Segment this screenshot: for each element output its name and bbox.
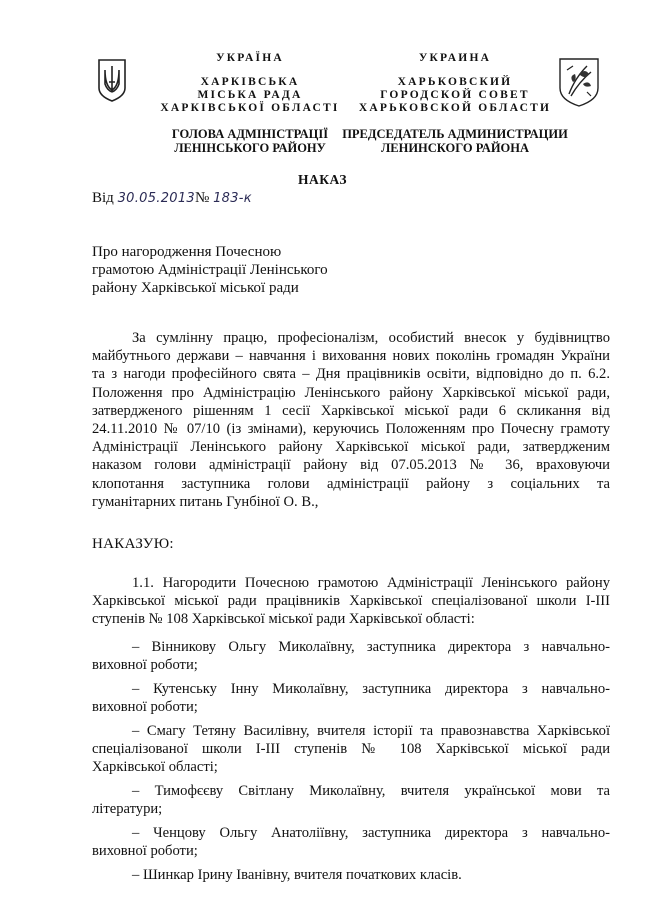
council-ru-line-2: ГОРОДСКОЙ СОВЕТ [380,89,530,101]
awardee-line: – Смагу Тетяну Василівну, вчителя історії та правознавства Харківської [132,723,610,739]
preamble-line: За сумлінну працю, професіоналізм, особистий внесок у будівництво [132,330,610,346]
preamble-line: гуманітарних питань Гунбіної О. В., [92,493,319,510]
subject-line: району Харківської міської ради [92,280,299,296]
country-ru: УКРАИНА [418,52,492,64]
awardee-line: виховної роботи; [92,699,198,715]
awardee-line: Харківської області; [92,759,218,775]
preamble-line: та з нагоди професійного свята – Дня працівників освіти, відповідно до п. 6.2. [92,366,610,383]
office-ua-line-2: ЛЕНІНСЬКОГО РАЙОНУ [174,141,326,155]
council-ua-line-2: МІСЬКА РАДА [197,89,303,101]
date-value: 30.05.2013 [117,191,195,206]
council-ru-line-1: ХАРЬКОВСКИЙ [397,76,513,88]
list-item [92,680,610,716]
office-ua [150,127,350,155]
council-ru-line-3: ХАРЬКОВСКОЙ ОБЛАСТИ [358,102,552,114]
awardee-line: – Кутенську Інну Миколаївну, заступника директора з навчально- [132,681,610,697]
order-date-number [92,190,252,207]
awardee-line: – Шинкар Ірину Іванівну, вчителя початкових класів. [132,867,462,883]
header-ru [340,52,570,155]
list-item [92,824,610,860]
list-item [92,782,610,818]
number-prefix: № [195,190,210,206]
order-subject [92,243,372,297]
preamble-line: Положення про Адміністрацію Ленінського району Харківської міської ради, [92,384,610,401]
awardee-line: – Тимофєєву Світлану Миколаївну, вчителя української мови та [132,783,610,799]
trident-emblem-icon [97,58,127,102]
date-prefix: Від [92,190,114,206]
preamble-line: 24.11.2010 № 07/10 (із змінами), керуючись Положенням про Почесну грамоту [92,421,610,438]
decree-word: НАКАЗУЮ: [92,536,174,552]
clause-paragraph [92,574,610,629]
country-ua: УКРАЇНА [216,52,284,64]
subject-line: Про нагородження Почесною [92,244,282,260]
preamble-line: наказом голови адміністрації району від 07.05.2013 № 36, враховуючи [92,457,610,474]
council-ua-line-3: ХАРКІВСЬКОЇ ОБЛАСТІ [160,102,340,114]
preamble-line: клопотання заступника голови адміністрації району з соціальних та [92,475,610,492]
awardees-list [92,638,610,890]
preamble-line: затвердженого рішенням 1 сесії Харківської міської ради 6 скликання від [92,402,610,419]
awardee-line: – Вінникову Ольгу Миколаївну, заступника директора з навчально- [132,639,610,655]
header-ua [150,52,350,155]
order-title: НАКАЗ [297,172,348,187]
list-item [92,638,610,674]
preamble-line: майбутнього держави – навчання і виховання нових поколінь громадян України [92,348,610,365]
number-value: 183-к [213,191,252,206]
awardee-line: виховної роботи; [92,843,198,859]
list-item [92,722,610,776]
council-ua-line-1: ХАРКІВСЬКА [200,76,300,88]
awardee-line: виховної роботи; [92,657,198,673]
office-ru-line-2: ЛЕНИНСКОГО РАЙОНА [380,141,530,155]
office-ru-line-1: ПРЕДСЕДАТЕЛЬ АДМИНИСТРАЦИИ [342,127,568,141]
list-item [92,866,610,884]
awardee-line: літератури; [92,801,163,817]
subject-line: грамотою Адміністрації Ленінського [92,262,328,278]
clause-line: Харківської міської ради працівників Харківської спеціалізованої школи І-ІІІ [92,593,610,610]
clause-line: ступенів № 108 Харківської міської ради Харківської області: [92,611,475,628]
awardee-line: – Ченцову Ольгу Анатоліївну, заступника директора з навчально- [132,825,610,841]
preamble-line: Адміністрації Ленінського району Харківської міської ради, затвердженим [92,439,610,456]
office-ua-line-1: ГОЛОВА АДМІНІСТРАЦІЇ [171,127,329,141]
preamble-paragraph [92,329,610,511]
office-ru [340,127,570,155]
clause-line: 1.1. Нагородити Почесною грамотою Адміністрації Ленінського району [132,575,610,591]
awardee-line: спеціалізованої школи І-ІІІ ступенів № 108 Харківської міської ради [92,741,610,757]
